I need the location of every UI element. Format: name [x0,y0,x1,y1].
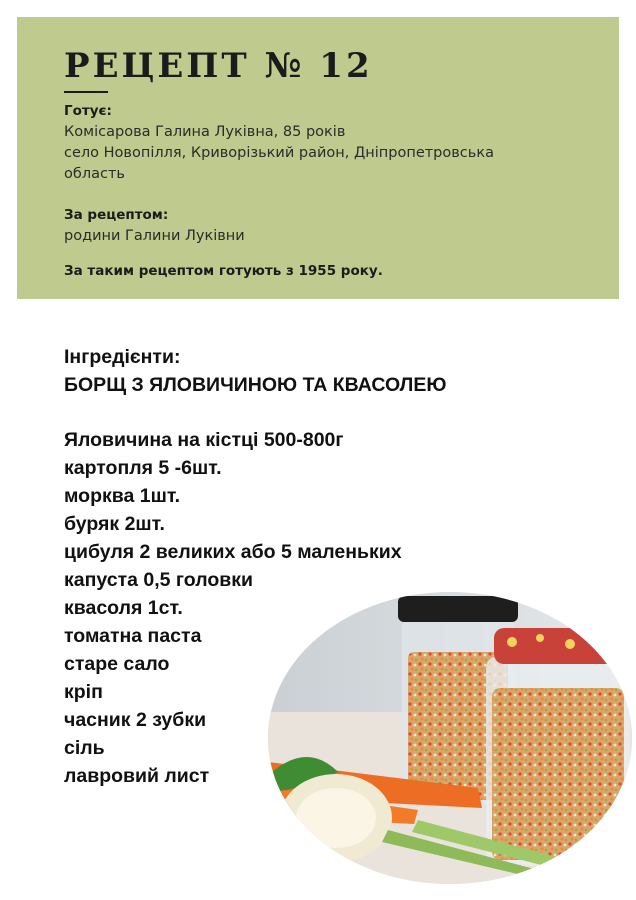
ingredient-item: буряк 2шт. [64,513,165,535]
cook-location-line2: область [64,166,125,182]
ingredient-item: морква 1шт. [64,485,181,507]
jars-photo [268,592,632,884]
title-underline [64,91,108,93]
cook-label: Готує: [64,103,112,119]
ingredient-item: капуста 0,5 головки [64,569,253,591]
ingredient-item: кріп [64,681,103,703]
cook-name: Комісарова Галина Луківна, 85 років [64,124,346,140]
ingredient-item: старе сало [64,653,170,675]
dish-title: БОРЩ З ЯЛОВИЧИНОЮ ТА КВАСОЛЕЮ [64,374,447,396]
ingredient-item: томатна паста [64,625,202,647]
ingredient-item: Яловичина на кістці 500-800г [64,429,344,451]
ingredient-item: цибуля 2 великих або 5 маленьких [64,541,402,563]
ingredient-item: сіль [64,737,105,759]
ingredient-item: лавровий лист [64,765,210,787]
recipe-source: родини Галини Луківни [64,228,245,244]
cook-location-line1: село Новопілля, Криворізький район, Дніпропетровська [64,145,494,161]
ingredient-item: картопля 5 -6шт. [64,457,222,479]
ingredients-heading-block [64,343,446,399]
ingredient-item: часник 2 зубки [64,709,207,731]
recipe-title: РЕЦЕПТ № 12 [64,46,373,86]
ingredient-item: квасоля 1ст. [64,597,183,619]
recipe-source-label: За рецептом: [64,207,169,223]
ingredients-heading: Інгредієнти: [64,346,181,368]
since-note: За таким рецептом готують з 1955 року. [64,263,383,279]
